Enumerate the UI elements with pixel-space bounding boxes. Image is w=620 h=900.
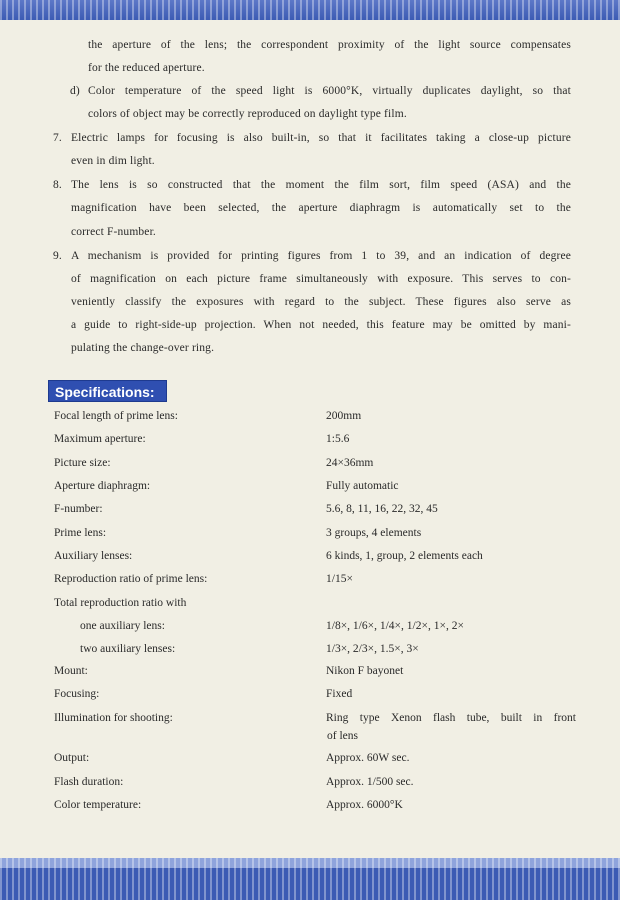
spec-label: Reproduction ratio of prime lens: bbox=[54, 573, 208, 585]
item-d-text: Color temperature of the speed light is 6000°K, virtually duplicates daylight, so that bbox=[88, 85, 571, 97]
item-d-text: colors of object may be correctly reproduced on daylight type film. bbox=[88, 108, 407, 120]
spec-label: Maximum aperture: bbox=[54, 433, 146, 445]
spec-label: Focal length of prime lens: bbox=[54, 410, 178, 422]
spec-label: Prime lens: bbox=[54, 527, 107, 539]
item-9-number: 9. bbox=[53, 250, 62, 262]
spec-value: 24×36mm bbox=[326, 457, 374, 469]
spec-value: 200mm bbox=[326, 410, 362, 422]
item-8-text: correct F-number. bbox=[71, 226, 156, 238]
item-8-text: The lens is so constructed that the moment the film sort, film speed (ASA) and the bbox=[71, 179, 571, 191]
spec-label: Picture size: bbox=[54, 457, 111, 469]
item-9-text: a guide to right-side-up projection. When not needed, this feature may be omitted by mani- bbox=[71, 319, 571, 331]
spec-label: F-number: bbox=[54, 503, 103, 515]
spec-value: Approx. 6000°K bbox=[326, 799, 403, 811]
spec-label: Output: bbox=[54, 752, 90, 764]
feature-continuation-line: the aperture of the lens; the correspondent proximity of the light source compensates bbox=[88, 39, 571, 51]
item-7-text: Electric lamps for focusing is also built-in, so that it facilitates taking a close-up picture bbox=[71, 132, 571, 144]
spec-value: Approx. 1/500 sec. bbox=[326, 776, 414, 788]
spec-value: 1/8×, 1/6×, 1/4×, 1/2×, 1×, 2× bbox=[326, 620, 464, 632]
top-decorative-band bbox=[0, 0, 620, 20]
spec-label: Color temperature: bbox=[54, 799, 142, 811]
spec-label: Illumination for shooting: bbox=[54, 712, 173, 724]
item-9-text: pulating the change-over ring. bbox=[71, 342, 215, 354]
spec-value: 5.6, 8, 11, 16, 22, 32, 45 bbox=[326, 503, 438, 515]
item-9-text: veniently classify the exposures with regard to the subject. These figures also serve as bbox=[71, 296, 571, 308]
feature-continuation-line: for the reduced aperture. bbox=[88, 62, 205, 74]
spec-label: Mount: bbox=[54, 665, 88, 677]
item-7-text: even in dim light. bbox=[71, 155, 155, 167]
spec-value: 3 groups, 4 elements bbox=[326, 527, 422, 539]
spec-value: 6 kinds, 1, group, 2 elements each bbox=[326, 550, 483, 562]
spec-value: 1/3×, 2/3×, 1.5×, 3× bbox=[326, 643, 419, 655]
spec-value: Fixed bbox=[326, 688, 353, 700]
spec-label: Flash duration: bbox=[54, 776, 124, 788]
spec-label: Total reproduction ratio with bbox=[54, 597, 187, 609]
item-9-text: of magnification on each picture frame simultaneously with exposure. This serves to con- bbox=[71, 273, 571, 285]
spec-sublabel: two auxiliary lenses: bbox=[80, 643, 176, 655]
specifications-heading: Specifications: bbox=[48, 380, 167, 402]
spec-value: 1:5.6 bbox=[326, 433, 350, 445]
item-8-number: 8. bbox=[53, 179, 62, 191]
spec-value: Approx. 60W sec. bbox=[326, 752, 410, 764]
spec-sublabel: one auxiliary lens: bbox=[80, 620, 165, 632]
spec-label: Aperture diaphragm: bbox=[54, 480, 151, 492]
spec-value: Nikon F bayonet bbox=[326, 665, 404, 677]
spec-value: 1/15× bbox=[326, 573, 353, 585]
item-d-marker: d) bbox=[70, 85, 80, 97]
item-7-number: 7. bbox=[53, 132, 62, 144]
bottom-decorative-band bbox=[0, 858, 620, 900]
item-8-text: magnification have been selected, the aperture diaphragm is automatically set to the bbox=[71, 202, 571, 214]
item-9-text: A mechanism is provided for printing figures from 1 to 39, and an indication of degree bbox=[71, 250, 571, 262]
spec-label: Auxiliary lenses: bbox=[54, 550, 133, 562]
spec-label: Focusing: bbox=[54, 688, 100, 700]
spec-value: Ring type Xenon flash tube, built in front bbox=[326, 712, 576, 724]
spec-value: Fully automatic bbox=[326, 480, 399, 492]
spec-value-continuation: of lens bbox=[327, 730, 358, 742]
